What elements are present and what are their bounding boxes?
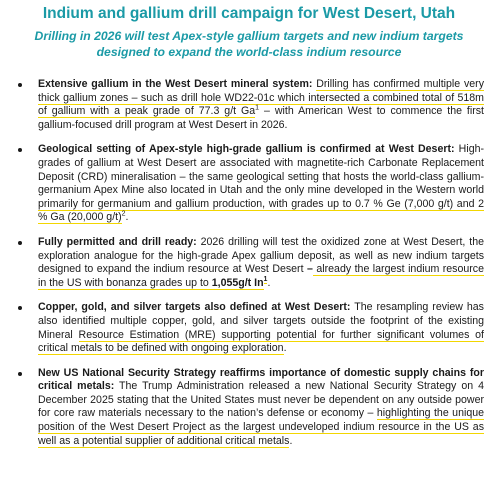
bullet-dash: – xyxy=(307,263,313,276)
bullet-lead: New US National Security Strategy reaffirms importance of domestic supply chains for critical metals: xyxy=(38,366,484,393)
highlighted-text: highlighting the unique position of the West Desert Project as the largest undeveloped indium resource in the US as well as a potential supplier of additional critical metals xyxy=(38,407,484,447)
bullet-lead: Fully permitted and drill ready: xyxy=(38,235,197,248)
bullet-lead: Geological setting of Apex-style high-grade gallium is confirmed at West Desert: xyxy=(38,143,455,156)
subtitle-line-2: designed to expand the world-class indium resource xyxy=(96,45,402,59)
footnote-ref: 2 xyxy=(121,210,126,218)
page-subtitle xyxy=(14,28,484,60)
highlighted-text: primarily for germanium and gallium production, with grades up to 0.7 % Ge (7,000 g/t) and 2 % Ga (20,000 g/t) xyxy=(38,197,484,224)
bullet-national-security xyxy=(14,367,484,449)
bullet-copper-gold-silver xyxy=(14,301,484,355)
bullet-text: 2026 drilling will test the oxidized zone at West Desert, the exploration analogue for the high-grade Apex gallium deposit, as well as new indium targets designed to expand the indium resource at West Desert xyxy=(38,235,484,276)
bullet-text: . xyxy=(289,434,293,447)
highlighted-text: already the largest indium resource in the US with bonanza grades up to xyxy=(38,263,484,289)
footnote-ref: 1 xyxy=(263,276,268,284)
page-title: Indium and gallium drill campaign for West Desert, Utah xyxy=(42,5,456,22)
bullet-gallium-system xyxy=(14,78,484,132)
highlighted-text: Drilling has confirmed multiple very thick gallium zones – such as drill hole WD22-01c which intersected a combined total of 518m of gallium with a peak grade of 77.3 g/t Ga xyxy=(38,78,484,118)
bullet-text: . xyxy=(125,211,129,224)
bullet-text: – with American West to commence the first gallium-focused drill program at West Desert in 2026. xyxy=(38,105,485,131)
footnote-ref: 1 xyxy=(255,104,260,112)
bullet-text: The resampling review has also identified multiple copper, gold, and silver targets outside the footprint of the existing Mineral xyxy=(38,301,484,341)
bullet-lead: Extensive gallium in the West Desert mineral system: xyxy=(38,78,313,90)
bullet-text: . xyxy=(283,342,287,355)
bullet-text: . xyxy=(267,276,271,289)
subtitle-line-1: Drilling in 2026 will test Apex-style gallium targets and new indium targets xyxy=(34,29,464,43)
bullet-drill-ready xyxy=(14,236,484,290)
bullet-text: High-grades of gallium at West Desert are associated with magnetite-rich Carbonate Replacement Deposit (CRD) mineralisation – the same geological setting that hosts the world-class gallium-germanium Apex Mine also located in Utah and the only mine developed in the Western world xyxy=(38,143,485,197)
bullet-text: The Trump Administration released a new National Security Strategy on 4 December 2025 stating that the United States must never be dependent on any outside power for core raw materials necessary to the nation’s defense or economy – xyxy=(38,380,484,420)
highlighted-text: Resource Estimation (MRE) supporting potential for further significant volumes of critical metals to be defined with ongoing exploration xyxy=(38,328,485,355)
highlighted-bold-text: 1,055g/t In xyxy=(211,276,264,289)
bullet-lead: Copper, gold, and silver targets also defined at West Desert: xyxy=(38,301,351,314)
bullet-geological-setting xyxy=(14,143,484,225)
bullet-list xyxy=(14,78,484,448)
